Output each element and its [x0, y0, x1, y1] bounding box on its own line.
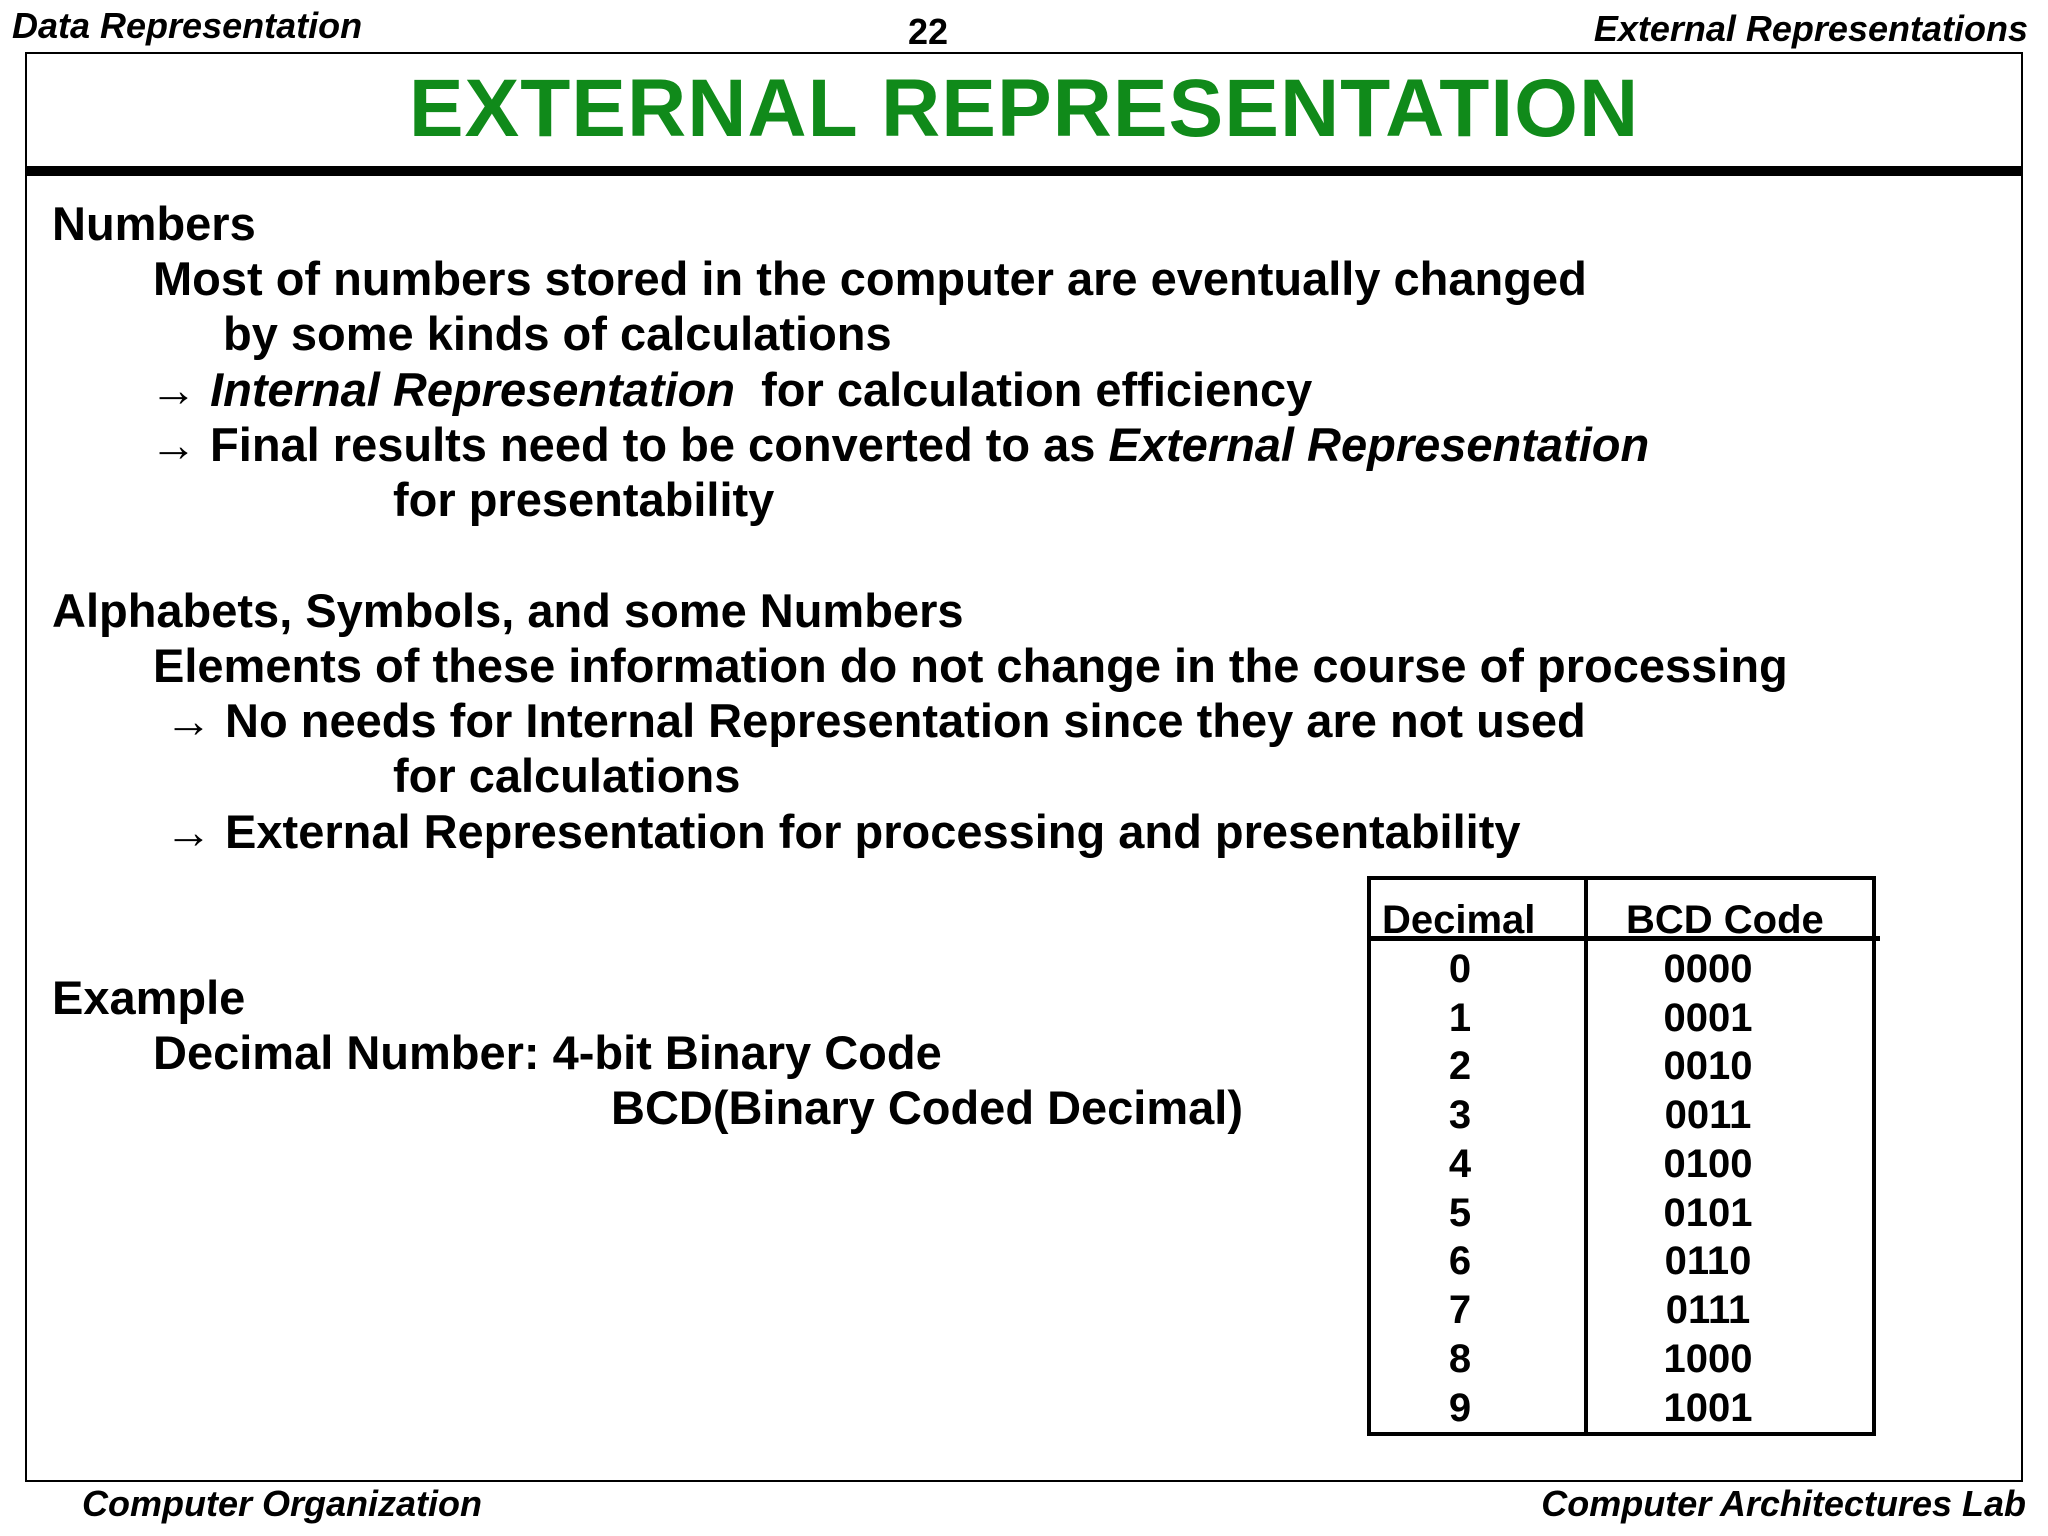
bcd-cell-code: 0101	[1663, 1191, 1753, 1235]
alphabets-heading: Alphabets, Symbols, and some Numbers	[52, 584, 964, 637]
bcd-header-code: BCD Code	[1626, 898, 1824, 942]
footer-course: Computer Organization	[82, 1483, 483, 1524]
internal-representation-term: Internal Representation	[210, 363, 736, 416]
header-course-topic: Data Representation	[12, 5, 363, 46]
bcd-cell-code: 0000	[1663, 947, 1753, 991]
footer-lab: Computer Architectures Lab	[1541, 1483, 2026, 1524]
bcd-cell-code: 1001	[1663, 1386, 1753, 1430]
numbers-arrow-line-1	[150, 363, 1313, 416]
title-divider	[25, 166, 2023, 176]
bcd-cell-code: 0001	[1663, 996, 1753, 1040]
bcd-header-decimal: Decimal	[1382, 898, 1536, 942]
header-section-title: External Representations	[1593, 8, 2028, 49]
bcd-cell-decimal: 1	[1448, 996, 1472, 1040]
external-representation-term: External Representation	[1108, 418, 1650, 471]
bcd-cell-decimal: 7	[1448, 1288, 1472, 1332]
bcd-cell-decimal: 3	[1448, 1093, 1472, 1137]
bcd-table-column-divider	[1584, 876, 1588, 1436]
arrow-glyph: →	[150, 363, 197, 416]
bcd-cell-code: 0110	[1664, 1239, 1752, 1283]
bcd-cell-decimal: 5	[1448, 1191, 1472, 1235]
bcd-cell-decimal: 0	[1448, 947, 1472, 991]
example-line-1: Decimal Number: 4-bit Binary Code	[153, 1026, 942, 1079]
example-heading: Example	[52, 971, 246, 1024]
example-line-2: BCD(Binary Coded Decimal)	[611, 1081, 1243, 1134]
alphabets-arrow-line-2: → External Representation for processing and presentability	[165, 805, 1521, 858]
bcd-cell-code: 1000	[1663, 1337, 1753, 1381]
bcd-cell-decimal: 9	[1448, 1386, 1472, 1430]
bcd-cell-decimal: 8	[1448, 1337, 1472, 1381]
bcd-cell-code: 0100	[1663, 1142, 1753, 1186]
bcd-cell-decimal: 4	[1448, 1142, 1472, 1186]
alphabets-arrow-line-1: → No needs for Internal Representation since they are not used	[165, 694, 1586, 747]
bcd-cell-code: 0111	[1665, 1288, 1751, 1332]
slide-title: EXTERNAL REPRESENTATION	[408, 63, 1640, 154]
bcd-cell-code: 0010	[1663, 1044, 1753, 1088]
numbers-line-2: by some kinds of calculations	[223, 307, 892, 360]
numbers-arrow-line-2	[150, 418, 1650, 471]
page-number: 22	[908, 11, 949, 52]
bcd-cell-code: 0011	[1664, 1093, 1752, 1137]
numbers-arrow-2-text: → Final results need to be converted to as	[150, 418, 1096, 471]
alphabets-line-3: for calculations	[393, 749, 741, 802]
alphabets-line-1: Elements of these information do not change in the course of processing	[153, 639, 1788, 692]
numbers-arrow-1-rest: for calculation efficiency	[761, 363, 1313, 416]
bcd-cell-decimal: 6	[1448, 1239, 1472, 1283]
numbers-line-1: Most of numbers stored in the computer are eventually changed	[153, 252, 1587, 305]
numbers-heading: Numbers	[52, 197, 256, 250]
numbers-line-5: for presentability	[393, 473, 775, 526]
bcd-cell-decimal: 2	[1448, 1044, 1472, 1088]
